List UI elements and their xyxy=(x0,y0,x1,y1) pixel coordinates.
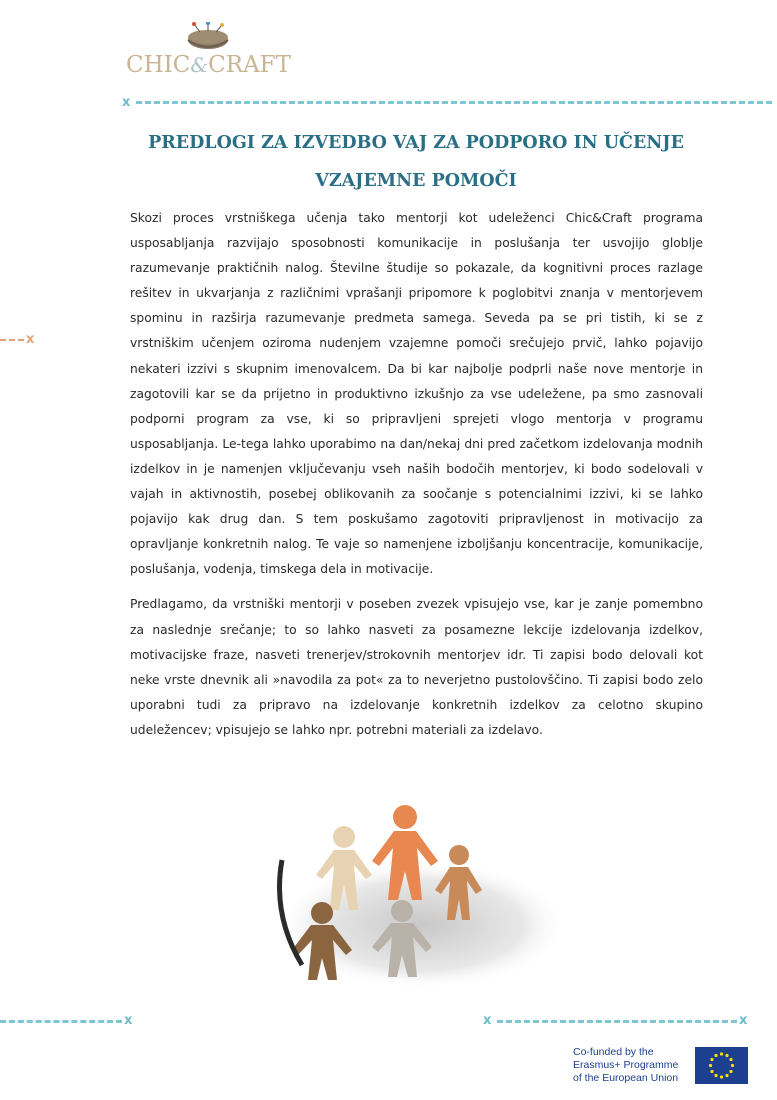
x-mark-bottom-left: x xyxy=(124,1013,133,1028)
eu-text-line-3: of the European Union xyxy=(573,1072,679,1084)
page-title xyxy=(100,124,732,200)
logo-text-chic: CHIC xyxy=(126,52,191,78)
x-mark-bottom-right-end: x xyxy=(739,1013,748,1028)
paragraph-1: Skozi proces vrstniškega učenja tako mentorji kot udeleženci Chic&Craft programa usposabljanja razvijajo sposobnosti komunikacije in poslušanja ter usvojijo globlje razumevanje praktičnih nalog. Številne študije so pokazale, da kognitivni proces razlage rešitev in ukvarjanja z različnimi vprašanji pripomore k poglobitvi znanja v mentorjevem spominu in razširja razumevanje predmeta samega. Seveda pa se pri tistih, ki se z vrstniškim učenjem oziroma nudenjem vzajemne pomoči srečujejo prvič, lahko pojavijo nekateri izzivi s skupnim imenovalcem. Da bi kar najbolje podprli naše nove mentorje in zagotovili kar se da prijetno in produktivno izkušnjo za vse udeležene, pa smo zasnovali podporni program za vse, ki so pripravljeni sprejeti vlogo mentorja v programu usposabljanja. Le-tega lahko uporabimo na dan/nekaj dni pred začetkom izdelovanja modnih izdelkov in je namenjen vključevanju vseh naših bodočih mentorjev, ki bodo sodelovali v vajah in aktivnostih, posebej oblikovanih za soočanje s potencialnimi izzivi, ki se lahko pojavijo kak drug dan. S tem poskušamo zagotoviti pripravljenost in motivacijo za opravljanje konkretnih nalog. Te vaje so namenjene izboljšanju koncentracije, komunikacije, poslušanja, vodenja, timskega dela in motivacije. xyxy=(130,211,703,577)
logo-text-craft: CRAFT xyxy=(208,52,291,78)
eu-text-line-2: Erasmus+ Programme xyxy=(573,1059,679,1071)
top-divider-line xyxy=(136,101,772,104)
eu-text-line-1: Co-funded by the xyxy=(573,1046,654,1058)
bottom-left-divider-line xyxy=(0,1020,122,1023)
page-title-line-2: VZAJEMNE POMOČI xyxy=(315,171,517,191)
eu-cofunding-badge xyxy=(573,1046,753,1088)
eu-flag-icon xyxy=(695,1047,748,1084)
page-title-line-1: PREDLOGI ZA IZVEDBO VAJ ZA PODPORO IN UČENJE xyxy=(148,133,684,153)
eu-cofunding-text xyxy=(573,1046,693,1085)
x-mark-bottom-right-start: x xyxy=(483,1013,492,1028)
chic-craft-logo xyxy=(126,22,291,82)
bottom-right-divider-line xyxy=(497,1020,737,1023)
side-accent-line xyxy=(0,339,24,341)
logo-wordmark xyxy=(126,52,291,78)
paper-people-circle-image xyxy=(262,795,572,995)
paragraph-2: Predlagamo, da vrstniški mentorji v poseben zvezek vpisujejo vse, kar je zanje pomembno za naslednje srečanje; to so lahko nasveti za posamezne lekcije izdelovanja izdelkov, motivacijske fraze, nasveti trenerjev/strokovnih mentorjev idr. Ti zapisi bodo delovali kot neke vrste dnevnik ali »navodila za pot« za to neverjetno pustolovščino. Ti zapisi bodo zelo uporabni tudi za pripravo na izdelovanje konkretnih izdelkov za celotno skupino udeležencev; vpisujejo se lahko npr. potrebni materiali za izdelavo. xyxy=(130,597,703,737)
body-text xyxy=(130,206,703,753)
sewing-basket-icon xyxy=(178,22,238,52)
x-mark-side: x xyxy=(26,332,35,347)
logo-text-amp: & xyxy=(190,53,209,77)
x-mark-top-left: x xyxy=(122,95,131,110)
